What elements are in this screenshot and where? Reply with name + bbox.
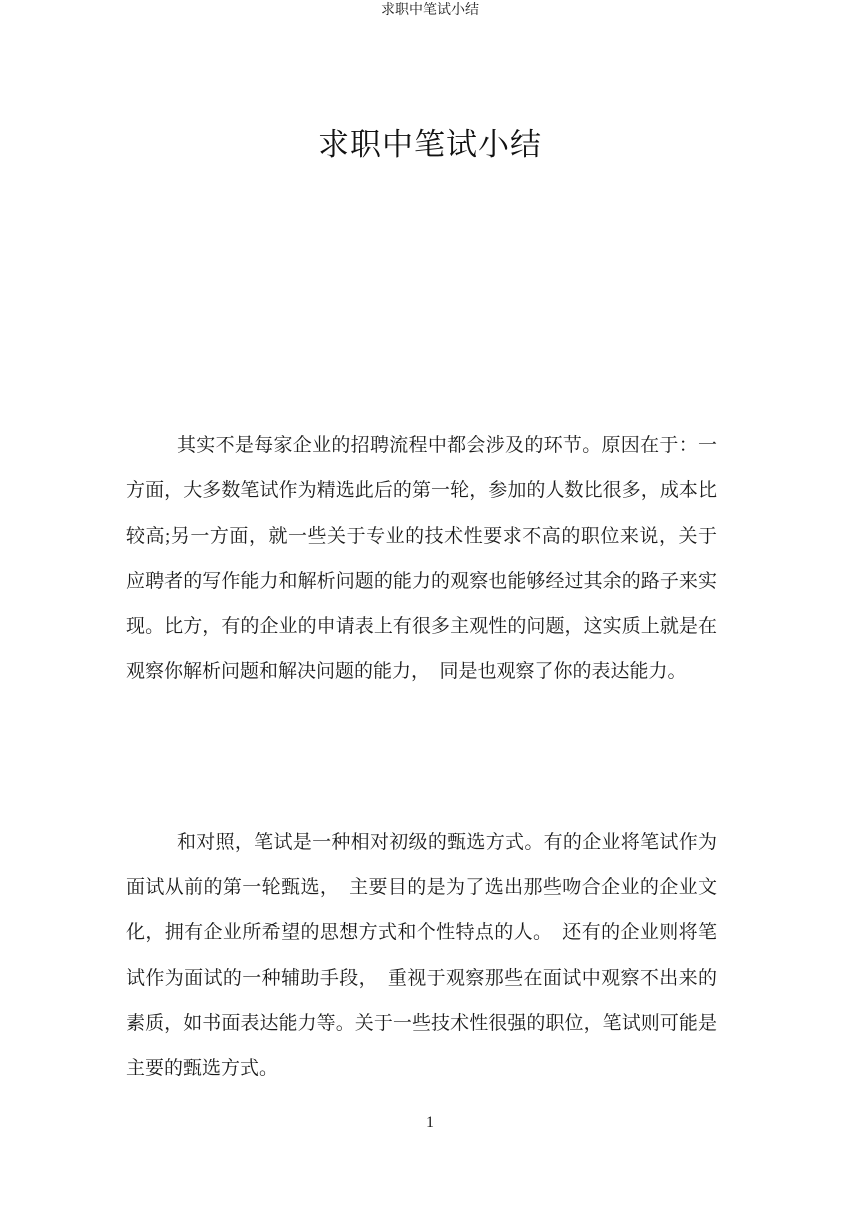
text-line: 试作为面试的一种辅助手段， 重视于观察那些在面试中观察不出来的	[126, 967, 717, 989]
text-line: 主要的甄选方式。	[126, 1058, 279, 1080]
text-line: 现。比方，有的企业的申请表上有很多主观性的问题，这实质上就是在	[126, 616, 717, 638]
text-line: 面试从前的第一轮甄选， 主要目的是为了选出那些吻合企业的企业文	[126, 877, 717, 899]
text-line: 方面，大多数笔试作为精选此后的第一轮，参加的人数比很多，成本比	[126, 480, 717, 502]
paragraph	[126, 820, 717, 1092]
text-line: 观察你解析问题和解决问题的能力， 同是也观察了你的表达能力。	[126, 661, 687, 683]
page-number: 1	[426, 1114, 434, 1131]
running-header: 求职中笔试小结	[381, 3, 479, 18]
text-line: 和对照，笔试是一种相对初级的甄选方式。有的企业将笔试作为	[177, 831, 717, 853]
text-line: 较高;另一方面，就一些关于专业的技术性要求不高的职位来说，关于	[126, 525, 717, 547]
text-line: 其实不是每家企业的招聘流程中都会涉及的环节。原因在于：一	[177, 435, 717, 456]
text-line: 应聘者的写作能力和解析问题的能力的观察也能够经过其余的路子来实	[126, 570, 717, 592]
text-line: 素质，如书面表达能力等。关于一些技术性很强的职位，笔试则可能是	[126, 1012, 717, 1034]
text-line: 化，拥有企业所希望的思想方式和个性特点的人。 还有的企业则将笔	[126, 922, 717, 944]
document-title: 求职中笔试小结	[318, 127, 542, 162]
document-body	[126, 423, 717, 1092]
paragraph	[126, 423, 717, 695]
